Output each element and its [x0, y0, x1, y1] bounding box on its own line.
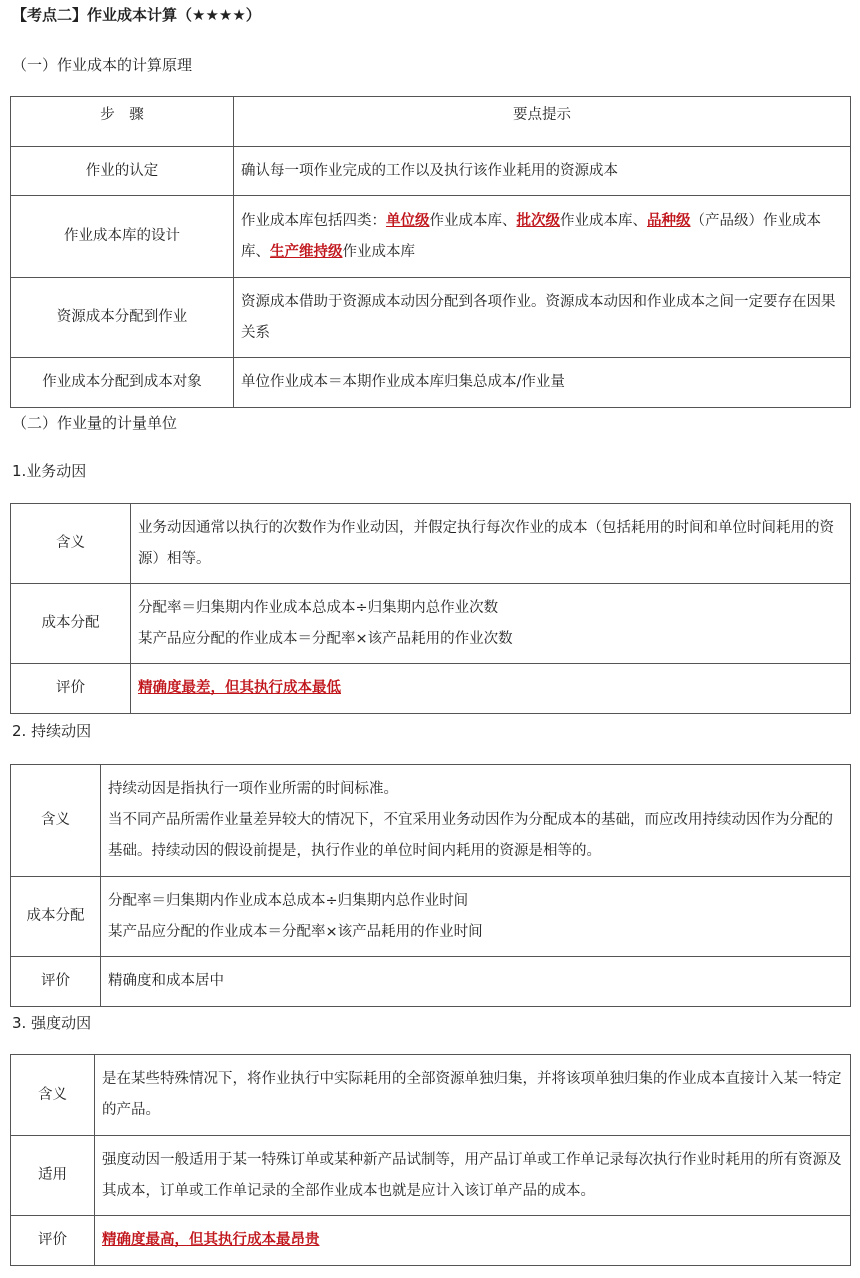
- page-heading: 【考点二】作业成本计算（★★★★）: [12, 6, 261, 24]
- highlight-unit-level: 单位级: [386, 212, 430, 229]
- table-row: [11, 957, 851, 1007]
- tip-text: 作业成本库、: [429, 212, 517, 229]
- row-content: [131, 664, 851, 714]
- table-row: [11, 664, 851, 714]
- header-tips: 要点提示: [234, 97, 851, 147]
- tip-cell: [234, 196, 851, 278]
- table-row: [11, 278, 851, 358]
- content-line: 某产品应分配的作业成本＝分配率×该产品耗用的作业时间: [108, 923, 483, 940]
- intensity-driver-title: 3. 强度动因: [12, 1014, 92, 1032]
- row-content: [101, 765, 851, 877]
- tip-text: 作业成本库、: [560, 212, 647, 229]
- row-label: 评价: [11, 1216, 95, 1266]
- highlight-facility-level: 生产维持级: [270, 243, 343, 260]
- table-row: [11, 877, 851, 957]
- step-cell: 作业成本分配到成本对象: [11, 358, 234, 408]
- tip-text: （产品级）作业成本库、: [241, 212, 821, 260]
- principle-table: [10, 96, 851, 408]
- content-line: 分配率＝归集期内作业成本总成本÷归集期内总作业次数: [138, 599, 499, 616]
- table-row: [11, 1216, 851, 1266]
- section1-title: （一）作业成本的计算原理: [12, 56, 193, 74]
- step-cell: 作业的认定: [11, 147, 234, 196]
- row-content: 精确度和成本居中: [101, 957, 851, 1007]
- row-label: 成本分配: [11, 584, 131, 664]
- table-header-row: [11, 97, 851, 147]
- row-label: 含义: [11, 504, 131, 584]
- table-row: [11, 584, 851, 664]
- header-step: 步 骤: [11, 97, 234, 147]
- table-row: [11, 147, 851, 196]
- row-label: 含义: [11, 1055, 95, 1136]
- table-row: [11, 196, 851, 278]
- duration-driver-table: [10, 764, 851, 1007]
- tip-text: 作业成本库包括四类：: [241, 212, 386, 229]
- row-content: [101, 877, 851, 957]
- row-label: 评价: [11, 957, 101, 1007]
- highlight-batch-level: 批次级: [516, 212, 560, 229]
- row-content: 是在某些特殊情况下，将作业执行中实际耗用的全部资源单独归集，并将该项单独归集的作业成本直接计入某一特定的产品。: [95, 1055, 851, 1136]
- content-line: 持续动因是指执行一项作业所需的时间标准。: [108, 781, 398, 797]
- row-label: 评价: [11, 664, 131, 714]
- table-row: [11, 358, 851, 408]
- content-line: 分配率＝归集期内作业成本总成本÷归集期内总作业时间: [108, 892, 469, 909]
- business-driver-table: [10, 503, 851, 714]
- table-row: [11, 1136, 851, 1216]
- tip-text: 作业成本库: [342, 243, 415, 260]
- business-driver-title: 1.业务动因: [12, 462, 87, 480]
- row-label: 成本分配: [11, 877, 101, 957]
- table-row: [11, 765, 851, 877]
- table-row: [11, 1055, 851, 1136]
- tip-cell: 单位作业成本＝本期作业成本库归集总成本/作业量: [234, 358, 851, 408]
- content-line: 当不同产品所需作业量差异较大的情况下，不宜采用业务动因作为分配成本的基础，而应改用持续动因作为分配的基础。持续动因的假设前提是，执行作业的单位时间内耗用的资源是相等的。: [108, 812, 833, 859]
- row-label: 含义: [11, 765, 101, 877]
- step-cell: 作业成本库的设计: [11, 196, 234, 278]
- evaluation-highlight: 精确度最差，但其执行成本最低: [138, 680, 341, 696]
- duration-driver-title: 2. 持续动因: [12, 722, 92, 740]
- table-row: [11, 504, 851, 584]
- tip-cell: 确认每一项作业完成的工作以及执行该作业耗用的资源成本: [234, 147, 851, 196]
- row-content: 强度动因一般适用于某一特殊订单或某种新产品试制等，用产品订单或工作单记录每次执行作业时耗用的所有资源及其成本，订单或工作单记录的全部作业成本也就是应计入该订单产品的成本。: [95, 1136, 851, 1216]
- intensity-driver-table: [10, 1054, 851, 1266]
- row-content: [95, 1216, 851, 1266]
- evaluation-highlight: 精确度最高，但其执行成本最昂贵: [102, 1232, 320, 1248]
- section2-title: （二）作业量的计量单位: [12, 414, 178, 432]
- step-cell: 资源成本分配到作业: [11, 278, 234, 358]
- content-line: 某产品应分配的作业成本＝分配率×该产品耗用的作业次数: [138, 630, 513, 647]
- row-content: [131, 584, 851, 664]
- tip-cell: 资源成本借助于资源成本动因分配到各项作业。资源成本动因和作业成本之间一定要存在因果关系: [234, 278, 851, 358]
- row-content: 业务动因通常以执行的次数作为作业动因，并假定执行每次作业的成本（包括耗用的时间和单位时间耗用的资源）相等。: [131, 504, 851, 584]
- row-label: 适用: [11, 1136, 95, 1216]
- highlight-product-level: 品种级: [647, 212, 691, 229]
